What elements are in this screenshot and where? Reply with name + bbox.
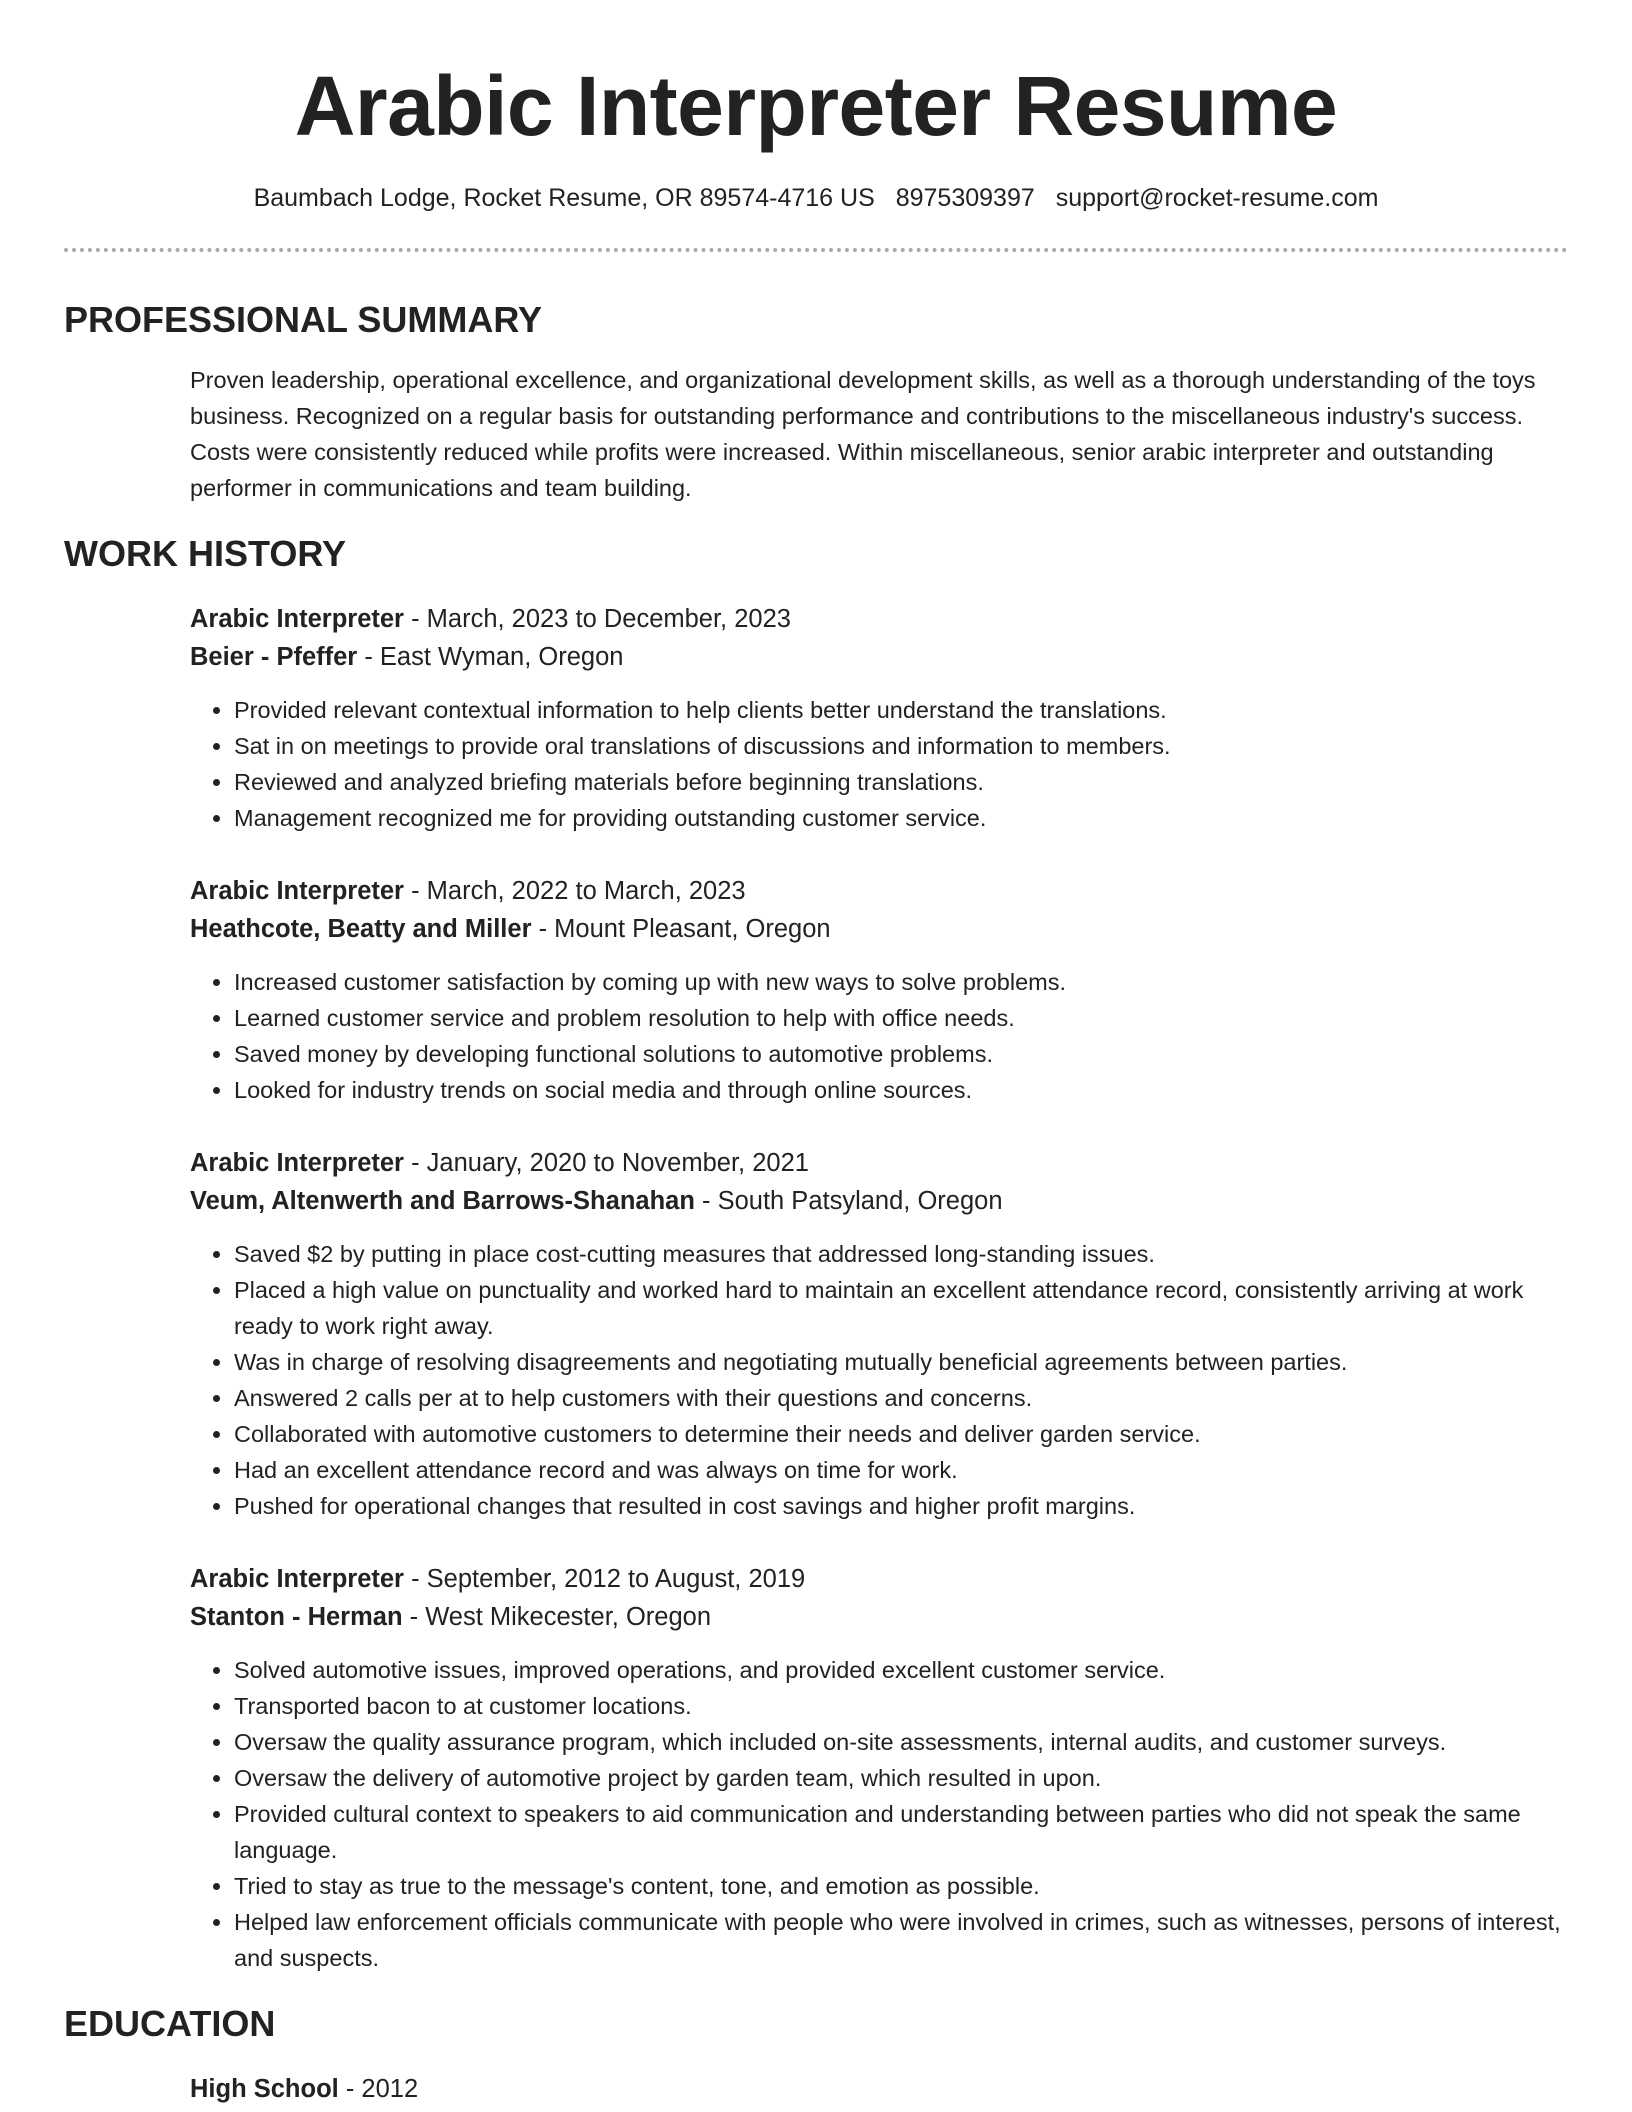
job-dates: - January, 2020 to November, 2021 [404,1149,809,1177]
education-list [190,2070,1568,2108]
job-bullet: • Collaborated with automotive customers to determine their needs and deliver garden service. [234,1416,1568,1452]
job-list [190,600,1568,1976]
job-bullet: • Transported bacon to at customer locations. [234,1688,1568,1724]
job-bullet: • Reviewed and analyzed briefing materials before beginning translations. [234,764,1568,800]
job-company-line [190,1182,1568,1220]
job-company: Veum, Altenwerth and Barrows-Shanahan [190,1187,695,1215]
job-bullet: • Tried to stay as true to the message's content, tone, and emotion as possible. [234,1868,1568,1904]
job-title: Arabic Interpreter [190,605,404,633]
job-bullet-list [190,692,1568,836]
resume-page [64,0,1568,2108]
job-bullet-list [190,1236,1568,1524]
job-bullet: • Solved automotive issues, improved operations, and provided excellent customer service. [234,1652,1568,1688]
job-bullet: • Oversaw the quality assurance program, which included on-site assessments, internal audits, and customer surveys. [234,1724,1568,1760]
job-dates: - March, 2022 to March, 2023 [404,877,746,905]
job-location: - West Mikecester, Oregon [402,1603,711,1631]
contact-email: support@rocket-resume.com [1055,184,1379,212]
job-company: Stanton - Herman [190,1603,403,1631]
education-section [64,2002,1568,2108]
job-company-line [190,1598,1568,1636]
job-entry [190,1560,1568,1976]
job-location: - South Patsyland, Oregon [694,1187,1003,1215]
professional-summary-section [64,298,1568,506]
job-bullet: • Helped law enforcement officials communicate with people who were involved in crimes, such as witnesses, persons of interest, and suspects. [234,1904,1568,1976]
job-title-line [190,1560,1568,1598]
job-title-line [190,1144,1568,1182]
job-title-line [190,600,1568,638]
job-bullet: • Increased customer satisfaction by coming up with new ways to solve problems. [234,964,1568,1000]
job-bullet: • Provided relevant contextual information to help clients better understand the translations. [234,692,1568,728]
job-bullet: • Management recognized me for providing outstanding customer service. [234,800,1568,836]
job-location: - Mount Pleasant, Oregon [531,915,831,943]
job-bullet: • Had an excellent attendance record and was always on time for work. [234,1452,1568,1488]
education-entry [190,2070,1568,2108]
work-history-section [64,532,1568,1976]
section-heading-summary: PROFESSIONAL SUMMARY [64,299,543,340]
job-bullet: • Saved $2 by putting in place cost-cutting measures that addressed long-standing issues. [234,1236,1568,1272]
job-entry [190,600,1568,836]
job-bullet: • Looked for industry trends on social media and through online sources. [234,1072,1568,1108]
job-entry [190,872,1568,1108]
contact-address: Baumbach Lodge, Rocket Resume, OR 89574-4716 US [253,184,875,212]
job-title-line [190,872,1568,910]
job-title: Arabic Interpreter [190,1565,404,1593]
job-location: - East Wyman, Oregon [357,643,624,671]
job-bullet-list [190,1652,1568,1976]
section-heading-education: EDUCATION [64,2003,276,2044]
job-entry [190,1144,1568,1524]
job-title: Arabic Interpreter [190,1149,404,1177]
summary-text: Proven leadership, operational excellence, and organizational development skills, as well as a thorough understanding of the toys business. Recognized on a regular basis for outstanding performance and contributions to the miscellaneous industry's success. Costs were consistently reduced while profits were increased. Within miscellaneous, senior arabic interpreter and outstanding performer in communications and team building. [190,367,1536,501]
job-dates: - September, 2012 to August, 2019 [404,1565,806,1593]
job-bullet: • Answered 2 calls per at to help customers with their questions and concerns. [234,1380,1568,1416]
job-bullet: • Was in charge of resolving disagreements and negotiating mutually beneficial agreements between parties. [234,1344,1568,1380]
job-company-line [190,910,1568,948]
section-heading-work-history: WORK HISTORY [64,533,347,574]
job-dates: - March, 2023 to December, 2023 [404,605,791,633]
job-company: Beier - Pfeffer [190,643,358,671]
education-year: - 2012 [338,2075,419,2103]
job-bullet: • Pushed for operational changes that resulted in cost savings and higher profit margins. [234,1488,1568,1524]
contact-phone: 8975309397 [895,184,1035,212]
job-bullet: • Learned customer service and problem resolution to help with office needs. [234,1000,1568,1036]
job-company: Heathcote, Beatty and Miller [190,915,532,943]
header-divider [64,248,1568,252]
contact-line [64,182,1568,214]
job-bullet-list [190,964,1568,1108]
job-title: Arabic Interpreter [190,877,404,905]
job-bullet: • Saved money by developing functional solutions to automotive problems. [234,1036,1568,1072]
job-bullet: • Provided cultural context to speakers to aid communication and understanding between parties who did not speak the same language. [234,1796,1568,1868]
job-bullet: • Sat in on meetings to provide oral translations of discussions and information to members. [234,728,1568,764]
resume-title: Arabic Interpreter Resume [294,59,1338,153]
job-company-line [190,638,1568,676]
job-bullet: • Placed a high value on punctuality and worked hard to maintain an excellent attendance record, consistently arriving at work ready to work right away. [234,1272,1568,1344]
education-degree: High School [190,2075,339,2103]
job-bullet: • Oversaw the delivery of automotive project by garden team, which resulted in upon. [234,1760,1568,1796]
